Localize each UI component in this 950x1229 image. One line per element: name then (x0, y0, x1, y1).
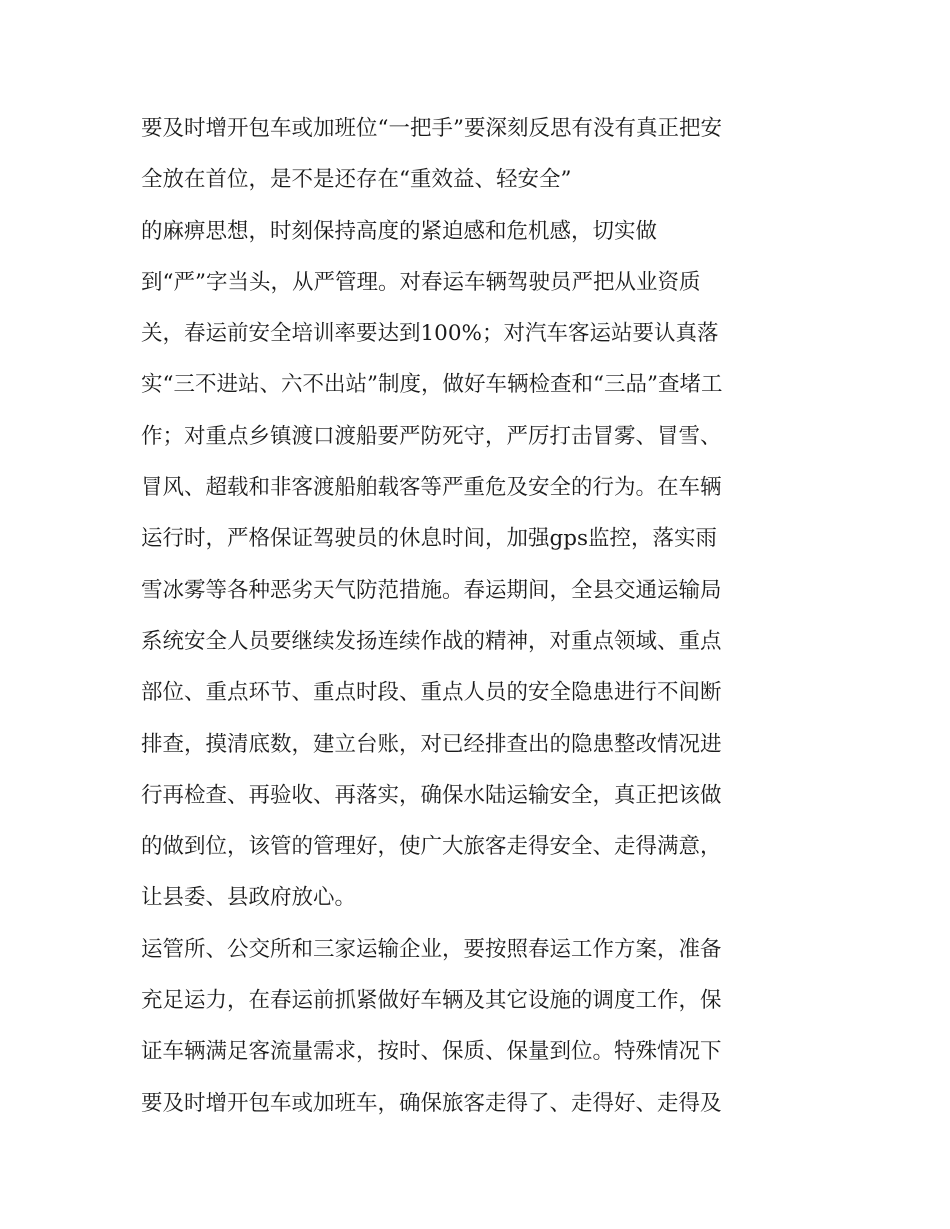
text-line: 让县委、县政府放心。 (141, 885, 357, 911)
text-line: 要及时增开包车或加班车，确保旅客走得了、走得好、走得及 (141, 1090, 722, 1116)
text-line: 部位、重点环节、重点时段、重点人员的安全隐患进行不间断 (141, 680, 722, 706)
text-line: 冒风、超载和非客渡船舶载客等严重危及安全的行为。在车辆 (141, 475, 722, 501)
text-line: 作；对重点乡镇渡口渡船要严防死守，严厉打击冒雾、冒雪、 (141, 423, 722, 449)
text-line: 的做到位，该管的管理好，使广大旅客走得安全、走得满意， (141, 834, 722, 860)
text-line: 关，春运前安全培训率要达到100%；对汽车客运站要认真落 (141, 321, 719, 347)
text-line: 证车辆满足客流量需求，按时、保质、保量到位。特殊情况下 (141, 1039, 722, 1065)
text-line: 充足运力，在春运前抓紧做好车辆及其它设施的调度工作，保 (141, 988, 722, 1014)
text-line: 到“严”字当头，从严管理。对春运车辆驾驶员严把从业资质 (141, 269, 701, 295)
text-line: 排查，摸清底数，建立台账，对已经排查出的隐患整改情况进 (141, 731, 722, 757)
text-line: 全放在首位，是不是还存在“重效益、轻安全” (141, 167, 572, 193)
text-line: 行再检查、再验收、再落实，确保水陆运输安全，真正把该做 (141, 782, 722, 808)
text-line: 系统安全人员要继续发扬连续作战的精神，对重点领域、重点 (141, 628, 722, 654)
document-body (141, 108, 821, 1134)
text-line: 实“三不进站、六不出站”制度，做好车辆检查和“三品”查堵工 (141, 372, 723, 398)
text-line: 要及时增开包车或加班位“一把手”要深刻反思有没有真正把安 (141, 116, 722, 141)
text-line: 雪冰雾等各种恶劣天气防范措施。春运期间，全县交通运输局 (141, 577, 722, 603)
text-line: 的麻痹思想，时刻保持高度的紧迫感和危机感，切实做 (141, 218, 658, 244)
text-line: 运管所、公交所和三家运输企业，要按照春运工作方案，准备 (141, 936, 722, 962)
text-line: 运行时，严格保证驾驶员的休息时间，加强gps监控，落实雨 (141, 526, 718, 552)
